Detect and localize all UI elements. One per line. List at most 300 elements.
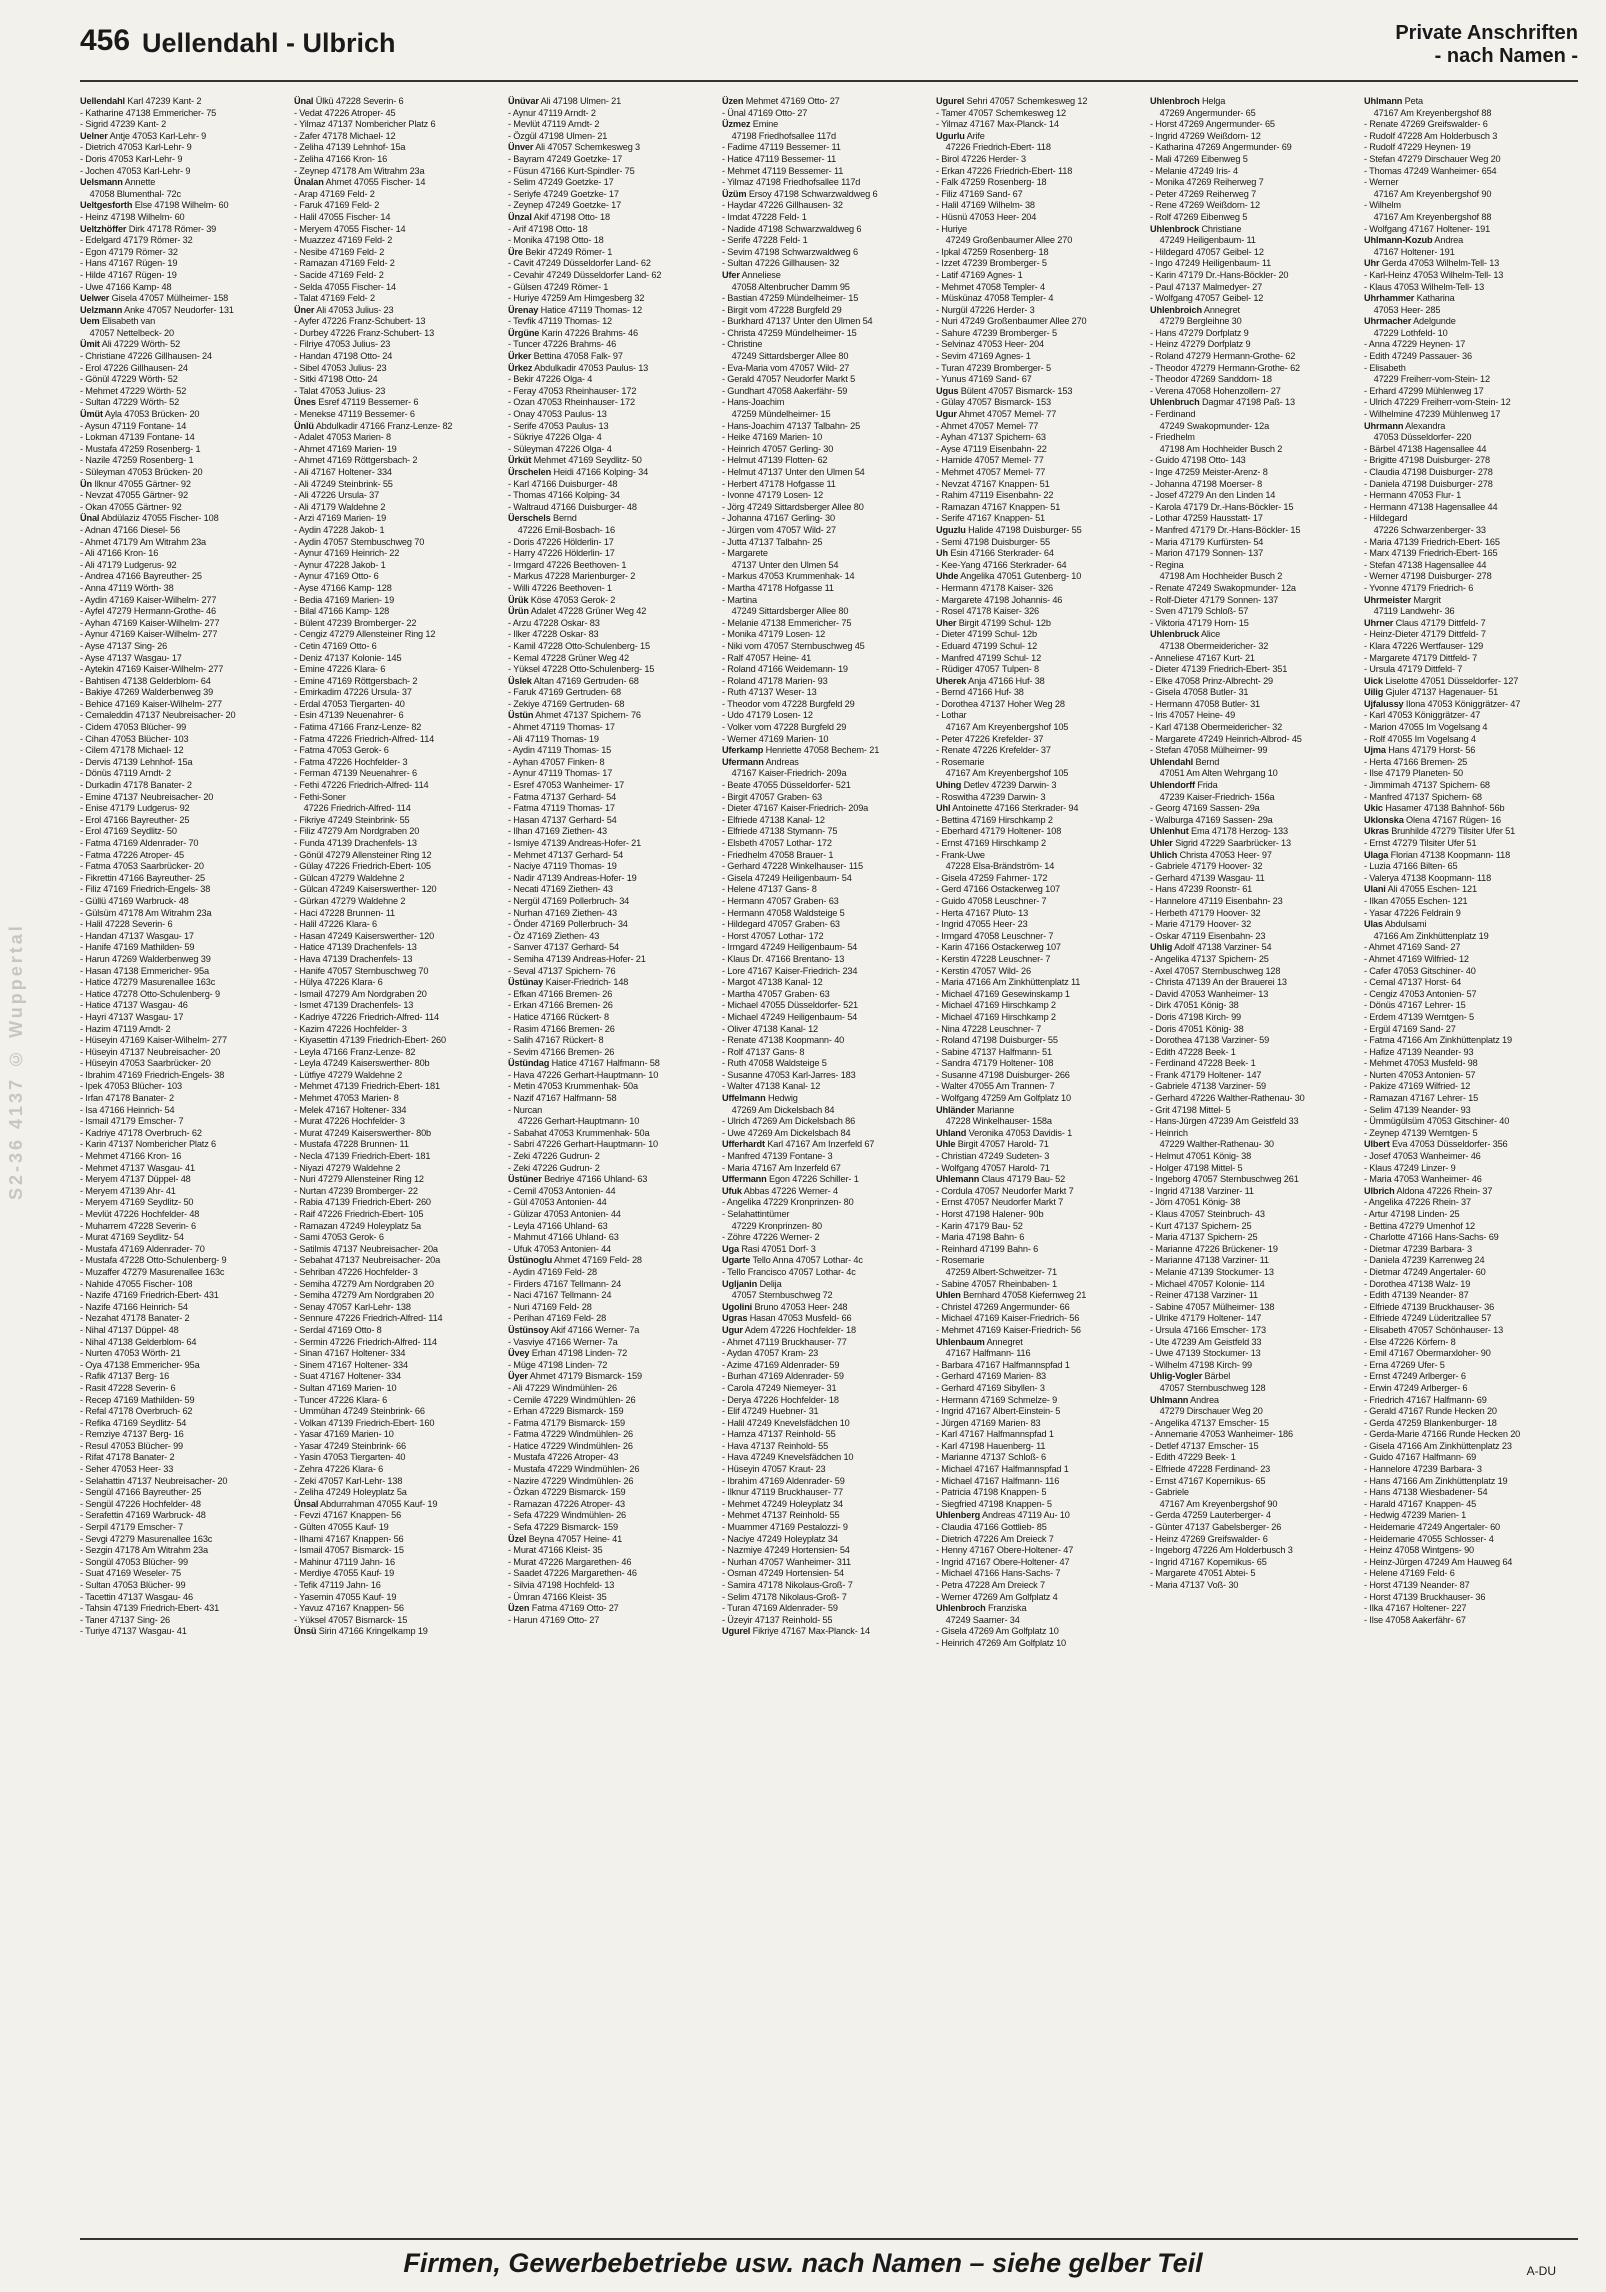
- directory-entry: Ürük Köse 47053 Gerok- 2: [508, 594, 616, 605]
- directory-entry: 47249 Sittardsberger Allee 80: [722, 606, 849, 617]
- directory-entry: - Josef 47279 An den Linden 14: [1150, 490, 1276, 501]
- directory-entry: - Silvia 47198 Hochfeld- 13: [508, 1580, 615, 1590]
- directory-column-6: [1150, 96, 1364, 2231]
- directory-entry: 47229 Walther-Rathenau- 30: [1150, 1139, 1274, 1150]
- directory-entry: - Nurten 47053 Antonien- 57: [1364, 1069, 1476, 1080]
- directory-entry: Ugolini Bruno 47053 Heer- 248: [722, 1301, 848, 1312]
- directory-entry: Ufermann Andreas: [722, 756, 799, 767]
- directory-entry: - Semiha 47139 Andreas-Hofer- 21: [508, 953, 646, 964]
- directory-entry: - Süleyman 47053 Brücken- 20: [80, 467, 203, 477]
- directory-entry: - Selim 47178 Nikolaus-Groß- 7: [722, 1591, 847, 1602]
- directory-entry: - Helmut 47137 Unter den Ulmen 54: [722, 467, 865, 477]
- directory-entry: - Marie 47179 Hoover- 32: [1150, 919, 1252, 930]
- directory-entry: - Doris 47051 König- 38: [1150, 1023, 1244, 1034]
- directory-entry: - Birol 47226 Herder- 3: [936, 153, 1026, 164]
- directory-entry: - Osman 47249 Hortensien- 54: [722, 1568, 844, 1579]
- directory-entry: - Artur 47198 Linden- 25: [1364, 1209, 1460, 1219]
- directory-entry: - Claudia 47166 Gottlieb- 85: [936, 1522, 1047, 1533]
- directory-entry: - Hatice 47278 Otto-Schulenberg- 9: [80, 988, 220, 999]
- directory-entry: - Zeki 47226 Gudrun- 2: [508, 1151, 600, 1162]
- directory-entry: - Leyla 47249 Kaiserswerther- 80b: [294, 1058, 430, 1069]
- side-watermark: S2-36 4137 © Wuppertal: [6, 923, 26, 1200]
- directory-entry: 47279 Bergleihne 30: [1150, 316, 1242, 327]
- directory-entry: 47198 Am Hochheider Busch 2: [1150, 571, 1283, 582]
- directory-entry: Ürkez Abdulkadir 47053 Paulus- 13: [508, 362, 649, 373]
- directory-entry: - Michael 47166 Hans-Sachs- 7: [936, 1568, 1061, 1579]
- directory-entry: - Rosemarie: [936, 1255, 985, 1266]
- directory-entry: - Füsun 47166 Kurt-Spindler- 75: [508, 165, 635, 176]
- directory-entry: - Werner 47198 Duisburger- 278: [1364, 571, 1492, 582]
- directory-entry: Ünalan Ahmet 47055 Fischer- 14: [294, 177, 426, 188]
- directory-entry: - Gerhard 47139 Wasgau- 11: [1150, 872, 1265, 883]
- directory-entry: - Helmut 47139 Flotten- 62: [722, 455, 828, 466]
- directory-entry: - Melek 47167 Holtener- 334: [294, 1104, 407, 1115]
- directory-entry: - Rüdiger 47057 Tulpen- 8: [936, 664, 1039, 675]
- directory-entry: - Klaus 47249 Linzer- 9: [1364, 1162, 1456, 1173]
- directory-entry: - Seher 47053 Heer- 33: [80, 1464, 174, 1475]
- directory-entry: - Kiyasettin 47139 Friedrich-Ebert- 260: [294, 1035, 446, 1046]
- directory-entry: - Verena 47058 Hohenzollern- 27: [1150, 385, 1281, 396]
- directory-entry: - Michael 47167 Halfmann- 116: [936, 1475, 1060, 1486]
- directory-entry: - Mehmet 47137 Reinhold- 55: [722, 1510, 840, 1521]
- directory-entry: - Erwin 47249 Arlberger- 6: [1364, 1382, 1468, 1393]
- directory-entry: - Nazif 47167 Halfmann- 58: [508, 1093, 617, 1104]
- directory-entry: - Sengül 47166 Bayreuther- 25: [80, 1487, 202, 1498]
- directory-entry: - Sabine 47057 Rheinbaben- 1: [936, 1278, 1057, 1289]
- directory-entry: - Ismiye 47139 Andreas-Hofer- 21: [508, 838, 642, 848]
- directory-entry: - Ilse 47179 Planeten- 50: [1364, 768, 1463, 779]
- directory-entry: - Maria 47137 Spichern- 25: [1150, 1232, 1258, 1243]
- directory-entry: - Yilmaz 47198 Friedhofsallee 117d: [722, 177, 861, 188]
- directory-entry: Uhland Veronika 47053 Davidis- 1: [936, 1127, 1073, 1138]
- directory-entry: - Bärbel 47138 Hagensallee 44: [1364, 443, 1487, 454]
- directory-entry: - Heinrich: [1150, 1127, 1188, 1138]
- directory-entry: - Tefik 47119 Jahn- 16: [294, 1580, 381, 1590]
- directory-entry: - Emine 47169 Röttgersbach- 2: [294, 675, 418, 686]
- directory-entry: Uhrmacher Adelgunde: [1364, 316, 1456, 327]
- directory-entry: - Mehmet 47166 Kron- 16: [80, 1151, 182, 1162]
- directory-entry: - Mustafa 47226 Atroper- 43: [508, 1452, 619, 1463]
- directory-entry: - Nergül 47169 Pollerbruch- 34: [508, 895, 630, 906]
- directory-entry: Ünüvar Ali 47198 Ulmen- 21: [508, 96, 622, 106]
- directory-entry: Üzen Fatma 47169 Otto- 27: [508, 1603, 619, 1614]
- directory-entry: - Meryem 47137 Düppel- 48: [80, 1174, 191, 1185]
- directory-entry: - Sabri 47226 Gerhart-Hauptmann- 10: [508, 1139, 659, 1150]
- directory-entry: - Rolf 47055 Im Vogelsang 4: [1364, 733, 1476, 744]
- directory-entry: - Elsbeth 47057 Lothar- 172: [722, 838, 832, 848]
- directory-entry: - Marianne 47138 Varziner- 11: [1150, 1255, 1269, 1266]
- directory-entry: - Behice 47169 Kaiser-Wilhelm- 277: [80, 698, 222, 709]
- directory-entry: 47226 Gerhart-Hauptmann- 10: [508, 1116, 640, 1127]
- directory-entry: - Anna 47119 Wörth- 38: [80, 582, 174, 593]
- directory-entry: - Hans-Jürgen 47239 Am Geistfeld 33: [1150, 1116, 1299, 1127]
- directory-entry: - Tevfik 47119 Thomas- 12: [508, 316, 613, 327]
- directory-entry: - Paul 47137 Malmedyer- 27: [1150, 281, 1263, 292]
- directory-entry: - Monika 47179 Losen- 12: [722, 629, 826, 640]
- directory-entry: - Egon 47179 Römer- 32: [80, 246, 178, 257]
- directory-entry: - Susanne 47198 Duisburger- 266: [936, 1069, 1070, 1080]
- directory-entry: - Mustafa 47228 Otto-Schulenberg- 9: [80, 1255, 227, 1266]
- directory-entry: 47167 Holtener- 191: [1364, 246, 1455, 257]
- directory-entry: - Filiz 47169 Sand- 67: [936, 188, 1023, 199]
- directory-entry: - Haci 47228 Brunnen- 11: [294, 907, 395, 918]
- directory-entry: - Naci 47167 Tellmann- 24: [508, 1290, 612, 1301]
- directory-entry: - Harry 47226 Hölderlin- 17: [508, 548, 615, 559]
- directory-entry: - Muharrem 47228 Severin- 6: [80, 1220, 196, 1231]
- directory-entry: - Isa 47166 Heinrich- 54: [80, 1104, 175, 1115]
- directory-entry: - Rahim 47119 Eisenbahn- 22: [936, 490, 1054, 501]
- directory-entry: - Gerda 47259 Blankenburger- 18: [1364, 1417, 1497, 1428]
- directory-entry: - Rolf 47269 Eibenweg 5: [1150, 211, 1248, 222]
- directory-entry: - Volker vom 47228 Burgfeld 29: [722, 722, 847, 733]
- directory-entry: - Doris 47053 Karl-Lehr- 9: [80, 153, 183, 164]
- directory-entry: - Manfred 47139 Fontane- 3: [722, 1151, 833, 1162]
- directory-entry: - Mehmet 47137 Gerhard- 54: [508, 849, 624, 860]
- directory-entry: - Mustafa 47229 Windmühlen- 26: [508, 1464, 640, 1475]
- directory-column-4: [722, 96, 936, 2231]
- directory-entry: - Ali 47166 Kron- 16: [80, 548, 159, 559]
- directory-entry: - Frank 47179 Holtener- 147: [1150, 1069, 1262, 1080]
- directory-entry: - Ulrike 47179 Holtener- 147: [1150, 1313, 1262, 1324]
- directory-entry: - Dervis 47139 Lehnhof- 15a: [80, 756, 193, 767]
- directory-entry: - Serife 47167 Knappen- 51: [936, 513, 1045, 524]
- directory-entry: - Rasim 47166 Bremen- 26: [508, 1023, 615, 1034]
- directory-entry: - Grit 47198 Mittel- 5: [1150, 1104, 1231, 1115]
- directory-entry: - Martina: [722, 594, 757, 605]
- directory-entry: - Sengül 47226 Hochfelder- 48: [80, 1498, 201, 1509]
- directory-entry: - Meryem 47055 Fischer- 14: [294, 223, 406, 234]
- directory-entry: 47167 Am Kreyenbergshof 105: [936, 722, 1069, 733]
- directory-entry: - Hedwig 47239 Marien- 1: [1364, 1510, 1467, 1521]
- directory-entry: - Sitki 47198 Otto- 24: [294, 374, 378, 385]
- directory-entry: - Hatice 47137 Wasgau- 46: [80, 1000, 188, 1011]
- directory-entry: - Walburga 47169 Sassen- 29a: [1150, 814, 1273, 825]
- directory-entry: - Fatma 47226 Friedrich-Alfred- 114: [294, 733, 435, 744]
- directory-entry: Uellendahl Karl 47239 Kant- 2: [80, 96, 202, 106]
- directory-entry: - Sükriye 47226 Olga- 4: [508, 432, 602, 443]
- directory-entry: - Monika 47198 Otto- 18: [508, 235, 604, 246]
- directory-entry: - Nuri 47169 Feld- 28: [508, 1301, 592, 1312]
- directory-entry: - Sigrid 47239 Kant- 2: [80, 119, 167, 130]
- directory-entry: Ugljanin Delija: [722, 1278, 782, 1289]
- directory-entry: - Rolf 47137 Gans- 8: [722, 1046, 805, 1057]
- directory-entry: - Ivonne 47179 Losen- 12: [722, 490, 824, 501]
- directory-entry: 47226 Schwarzenberger- 33: [1364, 524, 1486, 535]
- directory-entry: - Ayse 47166 Kamp- 128: [294, 582, 392, 593]
- directory-entry: 47229 Lothfeld- 10: [1364, 327, 1448, 338]
- directory-entry: 47249 Heiligenbaum- 11: [1150, 235, 1256, 246]
- directory-entry: - Hatice 47279 Masurenallee 163c: [80, 977, 216, 988]
- directory-entry: 47249 Sittardsberger Allee 80: [722, 351, 849, 362]
- directory-entry: - Ingeborg 47057 Sternbuschweg 261: [1150, 1174, 1299, 1185]
- directory-entry: - Kazim 47226 Hochfelder- 3: [294, 1023, 407, 1034]
- directory-entry: - Öz 47169 Ziethen- 43: [508, 930, 600, 941]
- header-rule: [80, 80, 1578, 82]
- directory-entry: - Angelika 47137 Emscher- 15: [1150, 1417, 1269, 1428]
- directory-entry: 47226 Emil-Bosbach- 16: [508, 524, 615, 535]
- directory-entry: Ulbert Eva 47053 Düsseldorfer- 356: [1364, 1139, 1508, 1150]
- directory-entry: - Georg 47169 Sassen- 29a: [1150, 803, 1260, 814]
- directory-column-7: [1364, 96, 1578, 2231]
- directory-entry: - Axel 47057 Sternbuschweg 128: [1150, 965, 1281, 976]
- directory-entry: - Oskar 47119 Eisenbahn- 23: [1150, 930, 1266, 941]
- directory-entry: - Bernd 47166 Huf- 38: [936, 687, 1024, 698]
- directory-entry: - Zeki 47226 Gudrun- 2: [508, 1162, 600, 1173]
- directory-entry: - Sehriban 47226 Hochfelder- 3: [294, 1266, 418, 1277]
- directory-entry: - Manfred 47137 Spichern- 68: [1364, 791, 1482, 802]
- directory-entry: - Patricia 47198 Knappen- 5: [936, 1487, 1047, 1498]
- directory-entry: - Ingrid 47269 Weißdorn- 12: [1150, 130, 1261, 141]
- directory-entry: - Guido 47058 Leuschner- 7: [936, 895, 1047, 906]
- directory-entry: Ugras Hasan 47053 Musfeld- 66: [722, 1313, 852, 1324]
- directory-entry: Uffermann Egon 47226 Schiller- 1: [722, 1174, 859, 1185]
- directory-entry: - Heidemarie 47055 Schlosser- 4: [1364, 1533, 1494, 1544]
- directory-entry: - Arif 47198 Otto- 18: [508, 223, 588, 234]
- directory-entry: - Karl 47166 Duisburger- 48: [508, 478, 618, 489]
- directory-entry: - Werner 47169 Marien- 10: [722, 733, 829, 744]
- directory-entry: - Helene 47137 Gans- 8: [722, 884, 817, 895]
- directory-entry: - Halil 47055 Fischer- 14: [294, 211, 391, 222]
- directory-entry: - Vasviye 47166 Werner- 7a: [508, 1336, 618, 1347]
- directory-entry: - Suat 47167 Holtener- 334: [294, 1371, 401, 1382]
- directory-entry: 47198 Friedhofsallee 117d: [722, 130, 836, 141]
- directory-entry: - Gerhard 47169 Marien- 83: [936, 1371, 1046, 1382]
- directory-entry: - Ayse 47119 Eisenbahn- 22: [936, 443, 1047, 454]
- directory-entry: - Muazzez 47169 Feld- 2: [294, 235, 393, 246]
- directory-entry: Uhlich Christa 47053 Heer- 97: [1150, 849, 1272, 860]
- directory-entry: - Sinem 47167 Holtener- 334: [294, 1359, 408, 1370]
- directory-entry: - Wolfgang 47057 Harold- 71: [936, 1162, 1050, 1173]
- directory-entry: - Kurt 47137 Spichern- 25: [1150, 1220, 1252, 1231]
- directory-entry: - Vedat 47226 Atroper- 45: [294, 107, 396, 118]
- directory-entry: - Martha 47178 Hofgasse 11: [722, 582, 834, 593]
- directory-entry: - Mehmet 47139 Friedrich-Ebert- 181: [294, 1081, 440, 1092]
- directory-entry: - Ahmet 47119 Thomas- 17: [508, 722, 615, 733]
- directory-entry: - Ilkan 47055 Eschen- 121: [1364, 895, 1468, 906]
- directory-entry: - Hans 47167 Rügen- 19: [80, 258, 178, 269]
- directory-entry: - Klaus 47053 Wilhelm-Tell- 13: [1364, 281, 1485, 292]
- directory-entry: - Nezahat 47178 Banater- 2: [80, 1313, 190, 1324]
- directory-entry: - Arap 47169 Feld- 2: [294, 188, 375, 199]
- directory-entry: - Bilal 47166 Kamp- 128: [294, 606, 390, 617]
- directory-entry: - Faruk 47169 Feld- 2: [294, 200, 380, 211]
- directory-entry: - Lore 47167 Kaiser-Friedrich- 234: [722, 965, 858, 976]
- directory-entry: - Roland 47166 Weidemann- 19: [722, 664, 848, 675]
- directory-entry: - Ahmet 47169 Wilfried- 12: [1364, 953, 1469, 964]
- directory-entry: Üstündag Hatice 47167 Halfmann- 58: [508, 1058, 660, 1069]
- directory-entry: - Selim 47139 Neander- 93: [1364, 1104, 1471, 1115]
- directory-entry: 47053 Heer- 285: [1364, 304, 1441, 315]
- directory-entry: - Iris 47057 Heine- 49: [1150, 710, 1236, 721]
- directory-entry: - Josef 47053 Wanheimer- 46: [1364, 1151, 1481, 1162]
- directory-entry: - Sultan 47229 Wörth- 52: [80, 397, 180, 408]
- directory-entry: - Ilka 47167 Holtener- 227: [1364, 1603, 1467, 1614]
- directory-entry: - Önder 47169 Pollerbruch- 34: [508, 919, 628, 930]
- directory-entry: Ufer Anneliese: [722, 269, 781, 280]
- directory-entry: - Gundhart 47058 Aakerfähr- 59: [722, 385, 848, 396]
- directory-entry: - Murat 47166 Kleist- 35: [508, 1545, 603, 1556]
- directory-entry: - Margarete 47198 Johannis- 46: [936, 594, 1063, 605]
- directory-entry: - Ramazan 47167 Lehrer- 15: [1364, 1093, 1479, 1104]
- section-heading-line2: - nach Namen -: [1434, 45, 1578, 67]
- directory-entry: - Okan 47055 Gärtner- 92: [80, 501, 182, 512]
- directory-entry: - Eberhard 47179 Holtener- 108: [936, 826, 1062, 837]
- directory-entry: - Margarete 47051 Abtei- 5: [1150, 1568, 1256, 1579]
- directory-entry: - Fatima 47166 Franz-Lenze- 82: [294, 722, 422, 733]
- directory-entry: 47249 Swakopmunder- 12a: [1150, 420, 1270, 431]
- directory-entry: - Selim 47249 Goetzke- 17: [508, 177, 614, 188]
- directory-entry: - Saadet 47226 Margarethen- 46: [508, 1568, 637, 1579]
- directory-entry: - Filriye 47053 Julius- 23: [294, 339, 391, 350]
- directory-entry: - Ummühan 47249 Steinbrink- 66: [294, 1406, 425, 1417]
- directory-entry: - Satilmis 47137 Neubreisacher- 20a: [294, 1243, 438, 1254]
- directory-entry: - Zeliha 47139 Lehnhof- 15a: [294, 142, 406, 153]
- directory-entry: - Hans 47138 Wiesbadener- 54: [1364, 1487, 1488, 1498]
- directory-entry: 47226 Friedrich-Alfred- 114: [294, 803, 411, 814]
- directory-entry: - Mehmet 47249 Holeyplatz 34: [722, 1498, 843, 1509]
- directory-entry: - Maria 47198 Bahn- 6: [936, 1232, 1025, 1243]
- directory-entry: - Wolfgang 47167 Holtener- 191: [1364, 223, 1491, 234]
- directory-entry: - Nihal 47138 Gelderblom- 64: [80, 1336, 197, 1347]
- directory-entry: - Selahattintümer: [722, 1209, 790, 1219]
- directory-entry: - Ümmügülsüm 47053 Gitschiner- 40: [1364, 1116, 1510, 1127]
- directory-entry: - Gül 47053 Antonien- 44: [508, 1197, 607, 1208]
- directory-entry: Ufuk Abbas 47226 Werner- 4: [722, 1185, 838, 1196]
- directory-entry: - Renate 47249 Swakopmunder- 12a: [1150, 582, 1296, 593]
- directory-entry: - Dieter 47199 Schul- 12b: [936, 629, 1037, 640]
- directory-entry: Uh Esin 47166 Sterkrader- 64: [936, 548, 1054, 559]
- directory-entry: - Serife 47228 Feld- 1: [722, 235, 808, 246]
- directory-entry: - Hildegard 47057 Geibel- 12: [1150, 246, 1264, 257]
- directory-entry: - Gülizar 47053 Antonien- 44: [508, 1209, 621, 1219]
- directory-entry: Uelwer Gisela 47057 Mülheimer- 158: [80, 293, 229, 304]
- directory-entry: - Ayhan 47137 Spichern- 63: [936, 432, 1046, 443]
- directory-entry: - Ramazan 47226 Atroper- 43: [508, 1498, 625, 1509]
- directory-entry: - Rafik 47137 Berg- 16: [80, 1371, 170, 1382]
- directory-entry: - Gisela 47058 Butler- 31: [1150, 687, 1249, 698]
- directory-entry: - Cemaleddin 47137 Neubreisacher- 20: [80, 710, 236, 721]
- directory-entry: Üstünsoy Akif 47166 Werner- 7a: [508, 1324, 640, 1335]
- directory-entry: - Hans 47279 Dorfplatz 9: [1150, 327, 1249, 338]
- directory-entry: - Christa 47139 An der Brauerei 13: [1150, 977, 1287, 988]
- directory-entry: Uhlmann-Kozub Andrea: [1364, 235, 1464, 246]
- directory-entry: - Tacettin 47137 Wasgau- 46: [80, 1591, 193, 1602]
- directory-entry: - Roland 47198 Duisburger- 55: [936, 1035, 1058, 1046]
- directory-entry: - Ayhan 47057 Finken- 8: [508, 756, 605, 767]
- directory-entry: Üzmez Emine: [722, 119, 779, 130]
- directory-entry: - Hasan 47249 Kaiserswerther- 120: [294, 930, 435, 941]
- directory-entry: - Kadriye 47178 Overbruch- 62: [80, 1127, 202, 1138]
- directory-entry: - Nurhan 47169 Ziethen- 43: [508, 907, 617, 918]
- directory-entry: - Semiha 47279 Am Nordgraben 20: [294, 1278, 434, 1289]
- directory-entry: Uem Elisabeth van: [80, 316, 156, 327]
- directory-entry: - Özgül 47198 Ulmen- 21: [508, 130, 608, 141]
- directory-entry: - Wilhelm 47198 Kirch- 99: [1150, 1359, 1252, 1370]
- directory-entry: - Lokman 47139 Fontane- 14: [80, 432, 195, 443]
- directory-entry: - Yilmaz 47167 Max-Planck- 14: [936, 119, 1059, 130]
- directory-entry: - Nurgül 47226 Herder- 3: [936, 304, 1035, 315]
- directory-entry: Ünsü Sirin 47166 Kringelkamp 19: [294, 1626, 428, 1637]
- directory-entry: - Elfriede 47138 Stymann- 75: [722, 826, 838, 837]
- directory-entry: - Fethi-Soner: [294, 791, 346, 802]
- directory-entry: Uhlen Bernhard 47058 Kiefernweg 21: [936, 1290, 1087, 1301]
- directory-entry: - Rene 47269 Weißdorn- 12: [1150, 200, 1260, 211]
- directory-entry: - Latif 47169 Agnes- 1: [936, 269, 1023, 280]
- directory-entry: Ürün Adalet 47228 Grüner Weg 42: [508, 606, 647, 617]
- directory-entry: - Peter 47269 Reiherweg 7: [1150, 188, 1257, 199]
- directory-entry: - Salih 47167 Rückert- 8: [508, 1035, 604, 1046]
- directory-entry: - Jörg 47249 Sittardsberger Allee 80: [722, 501, 864, 512]
- directory-entry: - Luzia 47166 Bilten- 65: [1364, 861, 1458, 872]
- directory-entry: - Semi 47198 Duisburger- 55: [936, 536, 1050, 547]
- directory-entry: - Dietrich 47053 Karl-Lehr- 9: [80, 142, 192, 153]
- directory-entry: - Feray 47053 Rheinhauser- 172: [508, 385, 637, 396]
- directory-entry: 47167 Am Kreyenbergshof 88: [1364, 211, 1492, 222]
- directory-entry: - Gülcan 47279 Waldehne 2: [294, 872, 405, 883]
- directory-entry: - Yavuz 47167 Knappen- 56: [294, 1603, 404, 1614]
- directory-entry: - Irfan 47178 Banater- 2: [80, 1093, 174, 1104]
- directory-entry: 47259 Mündelheimer- 15: [722, 409, 831, 420]
- directory-entry: - Zafer 47178 Michael- 12: [294, 130, 396, 141]
- directory-entry: - Süleyman 47226 Olga- 4: [508, 443, 612, 454]
- directory-entry: - Izzet 47239 Bromberger- 5: [936, 258, 1047, 269]
- directory-entry: - Dönüs 47167 Lehrer- 15: [1364, 1000, 1466, 1011]
- directory-entry: Uhlenbroich Annegret: [1150, 304, 1240, 315]
- directory-entry: - Selahattin 47137 Neubreisacher- 20: [80, 1475, 228, 1486]
- directory-entry: Ulbrich Aldona 47226 Rhein- 37: [1364, 1185, 1493, 1196]
- directory-entry: - Margot 47138 Kanal- 12: [722, 977, 823, 988]
- directory-entry: 47138 Obermeidericher- 32: [1150, 640, 1269, 651]
- directory-entry: - Hatice 47229 Windmühlen- 26: [508, 1440, 633, 1451]
- directory-entry: 47167 Am Kreyenbergshof 105: [936, 768, 1069, 779]
- directory-entry: - Gülay 47057 Bismarck- 153: [936, 397, 1051, 408]
- directory-entry: - Volkan 47139 Friedrich-Ebert- 160: [294, 1417, 435, 1428]
- directory-entry: - Serpil 47179 Emscher- 7: [80, 1522, 183, 1533]
- directory-entry: - Ferman 47139 Neuenahrer- 6: [294, 768, 417, 779]
- directory-entry: 47259 Albert-Schweitzer- 71: [936, 1266, 1057, 1277]
- directory-entry: - Talat 47169 Feld- 2: [294, 293, 375, 304]
- directory-entry: - Gerhard 47228 Winkelhauser- 115: [722, 861, 863, 872]
- directory-entry: 47166 Am Zinkhüttenplatz 19: [1364, 930, 1489, 941]
- directory-entry: - Sevim 47166 Bremen- 26: [508, 1046, 615, 1057]
- directory-entry: Ulani Ali 47055 Eschen- 121: [1364, 884, 1477, 895]
- directory-entry: - Pakize 47169 Wilfried- 12: [1364, 1081, 1471, 1092]
- directory-entry: - Karl 47167 Halfmannspfad 1: [936, 1429, 1054, 1440]
- directory-entry: - Niki vom 47057 Sternbuschweg 45: [722, 640, 865, 651]
- directory-entry: - Naciye 47249 Holeyplatz 34: [722, 1533, 838, 1544]
- directory-entry: - Remziye 47137 Berg- 16: [80, 1429, 184, 1440]
- directory-entry: - Meryem 47139 Ahr- 41: [80, 1185, 176, 1196]
- directory-entry: Ürker Bettina 47058 Falk- 97: [508, 351, 623, 362]
- directory-entry: - Elfriede 47138 Kanal- 12: [722, 814, 825, 825]
- directory-entry: - Aynur 47119 Arndt- 2: [508, 107, 596, 118]
- directory-entry: - Hayri 47137 Wasgau- 17: [80, 1011, 184, 1022]
- directory-entry: - Karl 47138 Obermeidericher- 32: [1150, 722, 1283, 733]
- directory-entry: Ümit Ali 47229 Wörth- 52: [80, 339, 181, 350]
- directory-entry: - Ilse 47058 Aakerfähr- 67: [1364, 1614, 1466, 1625]
- directory-entry: - Mali 47269 Eibenweg 5: [1150, 153, 1248, 164]
- directory-entry: - Ali 47226 Ursula- 37: [294, 490, 380, 501]
- directory-entry: - Heinz-Dieter 47179 Dittfeld- 7: [1364, 629, 1486, 640]
- directory-entry: - Klaus Dr. 47166 Brentano- 13: [722, 953, 845, 964]
- directory-entry: - Fatma 47226 Hochfelder- 3: [294, 756, 408, 767]
- directory-entry: - Ramazan 47169 Feld- 2: [294, 258, 395, 269]
- directory-entry: Üzen Mehmet 47169 Otto- 27: [722, 96, 840, 106]
- directory-entry: - Burkhard 47137 Unter den Ulmen 54: [722, 316, 873, 327]
- directory-entry: - Erhard 47299 Mühlenweg 17: [1364, 385, 1484, 396]
- directory-entry: - Nuri 47249 Großenbaumer Allee 270: [936, 316, 1087, 327]
- directory-entry: - Hannelore 47239 Barbara- 3: [1364, 1464, 1482, 1475]
